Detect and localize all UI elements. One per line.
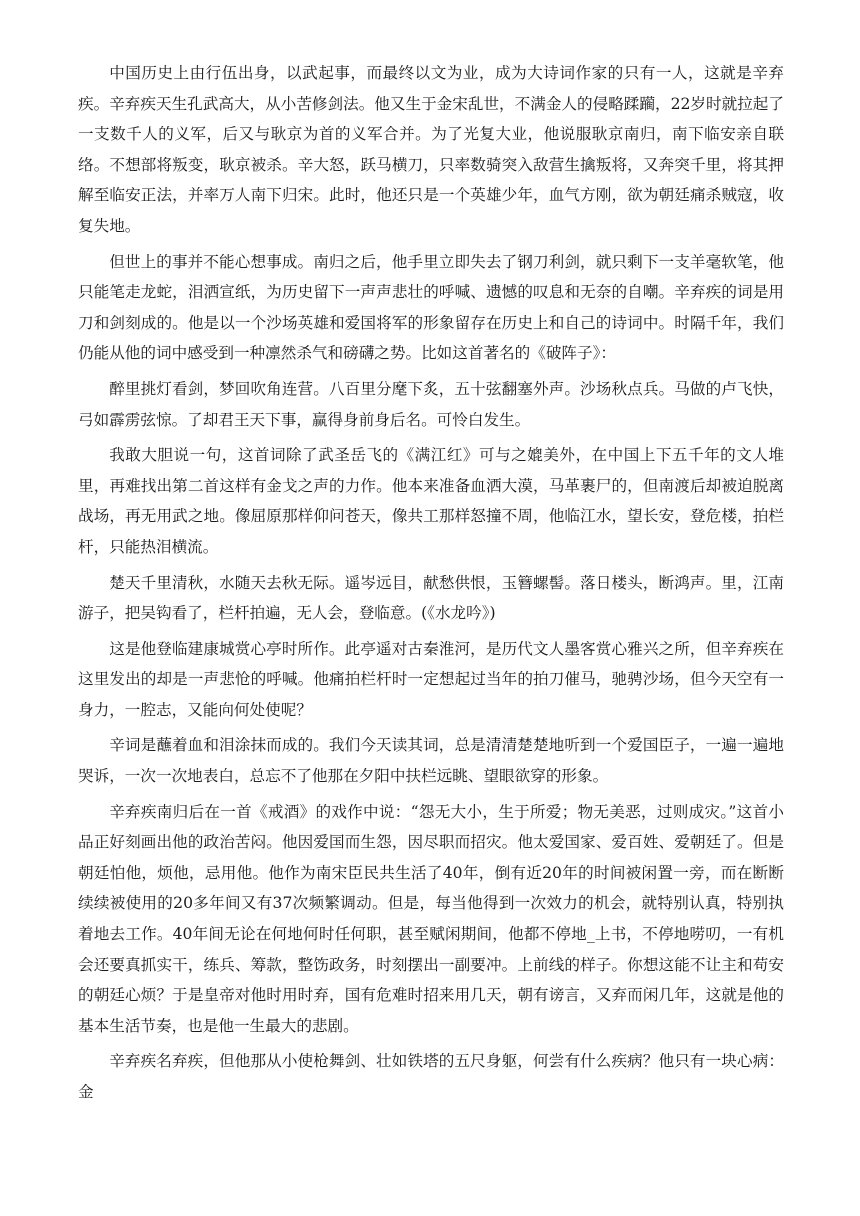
paragraph-blood-tears: 辛词是蘸着血和泪涂抹而成的。我们今天读其词，总是清清楚楚地听到一个爱国臣子，一遍一遍地哭诉，一次一次地表白，总忘不了他那在夕阳中扶栏远眺、望眼欲穿的形象。 <box>78 736 784 786</box>
paragraph-shangxinting: 这是他登临建康城赏心亭时所作。此亭遥对古秦淮河，是历代文人墨客赏心雅兴之所，但辛弃疾在这里发出的却是一声悲怆的呼喊。他痛拍栏杆时一定想起过当年的拍刀催马，驰骋沙场，但今天空有一身力，一腔志，又能向何处使呢？ <box>78 639 784 719</box>
paragraph-after-return: 但世上的事并不能心想事成。南归之后，他手里立即失去了钢刀利剑，就只剩下一支羊毫软笔，他只能笔走龙蛇，泪洒宣纸，为历史留下一声声悲壮的呼喊、遗憾的叹息和无奈的自嘲。辛弃疾的词是用刀和剑刻成的。他是以一个沙场英雄和爱国将军的形象留存在历史上和自己的诗词中。时隔千年，我们仍能从他的词中感受到一种凛然杀气和磅礴之势。比如这首著名的《破阵子》： <box>78 252 784 363</box>
paragraph-commentary: 我敢大胆说一句，这首词除了武圣岳飞的《满江红》可与之媲美外，在中国上下五千年的文人堆里，再难找出第二首这样有金戈之声的力作。他本来准备血洒大漠，马革裹尸的，但南渡后却被迫脱离战场，再无用武之地。像屈原那样仰问苍天，像共工那样怒撞不周，他临江水，望长安，登危楼，拍栏杆，只能热泪横流。 <box>78 446 784 556</box>
paragraph-name: 辛弃疾名弃疾，但他那从小使枪舞剑、壮如铁塔的五尺身躯，何尝有什么疾病？他只有一块心病：金 <box>78 1052 784 1101</box>
poem-shuilongyin: 楚天千里清秋，水随天去秋无际。遥岑远目，献愁供恨，玉簪螺髻。落日楼头，断鸿声。里，江南游子，把吴钩看了，栏杆拍遍，无人会，登临意。(《水龙吟》) <box>78 573 784 623</box>
document-body <box>78 58 784 1113</box>
poem-pozhenzi: 醉里挑灯看剑，梦回吹角连营。八百里分麾下炙，五十弦翻塞外声。沙场秋点兵。马做的卢飞快，弓如霹雳弦惊。了却君王天下事，赢得身前身后名。可怜白发生。 <box>78 379 784 429</box>
paragraph-jiejiu: 辛弃疾南归后在一首《戒酒》的戏作中说：“怨无大小，生于所爱；物无美恶，过则成灾。”这首小品正好刻画出他的政治苦闷。他因爱国而生怨，因尽职而招灾。他太爱国家、爱百姓、爱朝廷了。但是朝廷怕他，烦他，忌用他。他作为南宋臣民共生活了40年，倒有近20年的时间被闲置一旁，而在断断续续被使用的20多年间又有37次频繁调动。但是，每当他得到一次效力的机会，就特别认真，特别执着地去工作。40年间无论在何地何时任何职，甚至赋闲期间，他都不停地_上书，不停地唠叨，一有机会还要真抓实干，练兵、筹款，整饬政务，时刻摆出一副要冲。上前线的样子。你想这能不让主和苟安的朝廷心烦？于是皇帝对他时用时弃，国有危难时招来用几天，朝有谤言，又弃而闲几年，这就是他的基本生活节奏，也是他一生最大的悲剧。 <box>78 802 784 1035</box>
paragraph-intro: 中国历史上由行伍出身，以武起事，而最终以文为业，成为大诗词作家的只有一人，这就是辛弃疾。辛弃疾天生孔武高大，从小苦修剑法。他又生于金宋乱世，不满金人的侵略蹂躏，22岁时就拉起了一支数千人的义军，后又与耿京为首的义军合并。为了光复大业，他说服耿京南归，南下临安亲自联络。不想部将叛变，耿京被杀。辛大怒，跃马横刀，只率数骑突入敌营生擒叛将，又奔突千里，将其押解至临安正法，并率万人南下归宋。此时，他还只是一个英雄少年，血气方刚，欲为朝廷痛杀贼寇，收复失地。 <box>78 64 784 235</box>
